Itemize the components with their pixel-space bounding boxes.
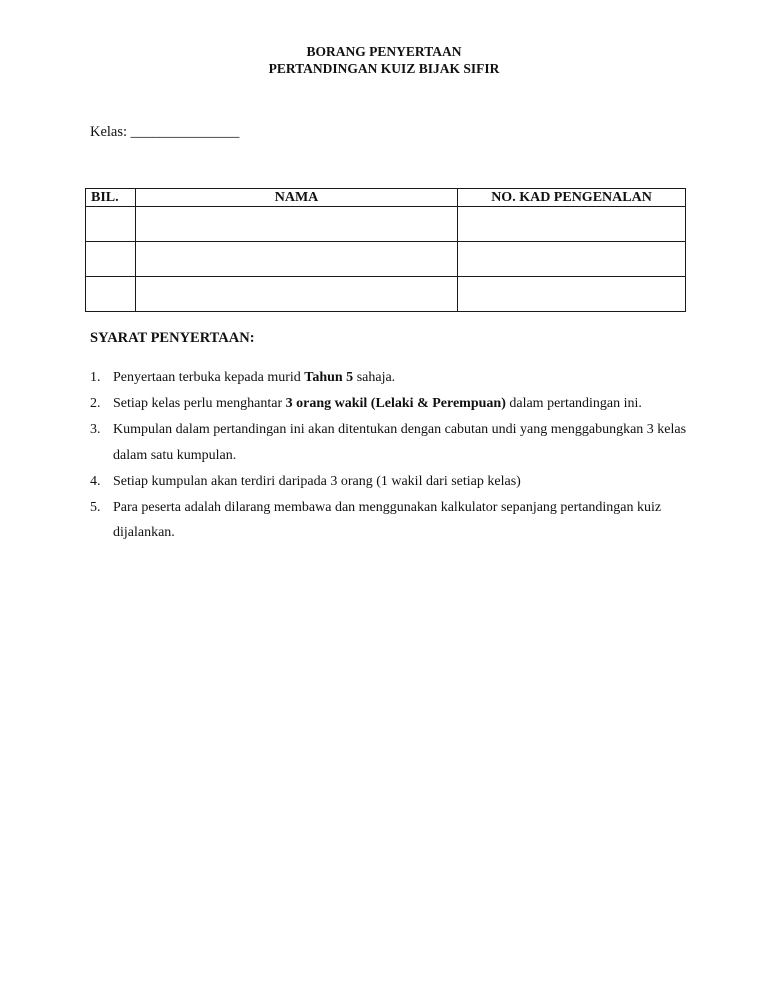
condition-text: Para peserta adalah dilarang membawa dan menggunakan kalkulator sepanjang pertandingan kuiz dijalankan.: [113, 499, 662, 540]
table-row: [86, 207, 686, 242]
condition-text: Setiap kelas perlu menghantar: [113, 396, 286, 411]
condition-number: 1.: [90, 370, 101, 385]
condition-item: [90, 495, 690, 546]
header-nama: NAMA: [136, 189, 458, 207]
condition-text: dalam pertandingan ini.: [505, 396, 642, 411]
condition-emphasis: 3 orang wakil (Lelaki & Perempuan): [285, 396, 506, 411]
condition-number: 4.: [90, 473, 101, 489]
condition-text: Kumpulan dalam pertandingan ini akan ditentukan dengan cabutan undi yang menggabungkan 3 kelas dalam satu kumpulan.: [113, 422, 687, 463]
condition-item: [90, 365, 690, 391]
condition-number: 3.: [90, 422, 101, 437]
form-subtitle: PERTANDINGAN KUIZ BIJAK SIFIR: [268, 61, 500, 76]
condition-text: sahaja.: [353, 370, 396, 385]
condition-emphasis: Tahun 5: [304, 370, 354, 385]
condition-text: Setiap kumpulan akan terdiri daripada 3 orang (1 wakil dari setiap kelas): [113, 473, 521, 489]
kelas-blank: _______________: [130, 124, 240, 140]
cell-bil: [86, 207, 136, 242]
cell-nama: [136, 207, 458, 242]
cell-ic: [458, 242, 686, 277]
condition-item: [90, 391, 690, 417]
cell-ic: [458, 277, 686, 312]
conditions-list: [90, 365, 690, 546]
condition-item: [90, 417, 690, 468]
condition-text: Penyertaan terbuka kepada murid: [113, 370, 305, 385]
form-header: [0, 43, 768, 77]
cell-nama: [136, 242, 458, 277]
cell-nama: [136, 277, 458, 312]
condition-item: [90, 469, 690, 495]
conditions-title: SYARAT PENYERTAAN:: [90, 330, 255, 346]
header-bil: BIL.: [86, 189, 136, 207]
condition-number: 2.: [90, 396, 101, 411]
participant-table: [85, 188, 686, 312]
form-title: BORANG PENYERTAAN: [306, 44, 462, 59]
kelas-field: [90, 124, 239, 141]
cell-bil: [86, 277, 136, 312]
kelas-label: Kelas:: [90, 124, 128, 140]
condition-number: 5.: [90, 499, 101, 515]
header-ic: NO. KAD PENGENALAN: [458, 189, 686, 207]
table-header-row: [86, 189, 686, 207]
table-row: [86, 277, 686, 312]
cell-ic: [458, 207, 686, 242]
cell-bil: [86, 242, 136, 277]
table-row: [86, 242, 686, 277]
